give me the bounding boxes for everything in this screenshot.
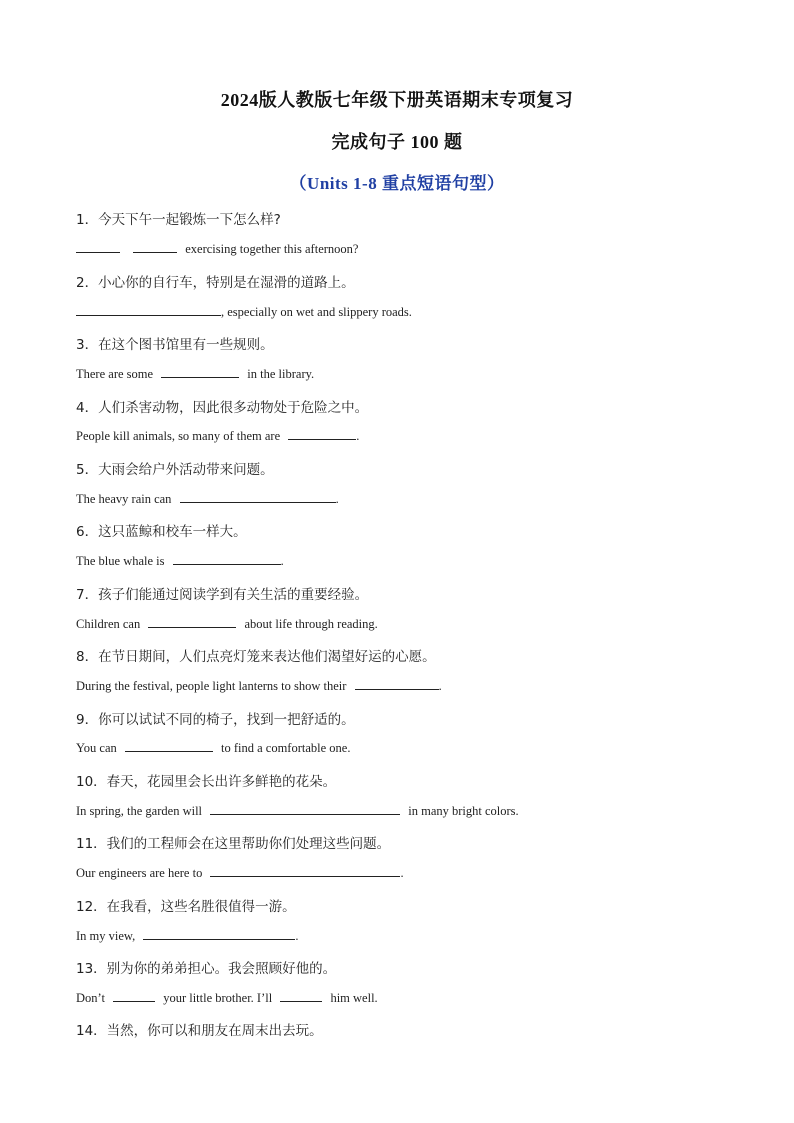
question-6: 6．这只蓝鲸和校车一样大。 xyxy=(76,524,247,540)
answer-text: him well. xyxy=(330,991,378,1005)
answer-blank[interactable] xyxy=(210,864,400,877)
answer-blank[interactable] xyxy=(113,989,155,1002)
answer-text: During the festival, people light lanterns to show their xyxy=(76,679,347,693)
answer-text: There are some xyxy=(76,367,154,381)
answer-blank[interactable] xyxy=(76,240,120,253)
answer-text: . xyxy=(356,429,360,443)
answer-line-13 xyxy=(76,989,378,1006)
answer-line-12 xyxy=(76,927,299,944)
answer-line-1 xyxy=(76,240,358,257)
answer-text: . xyxy=(280,554,284,568)
answer-blank[interactable] xyxy=(125,739,213,752)
question-11: 11．我们的工程师会在这里帮助你们处理这些问题。 xyxy=(76,836,391,852)
question-7: 7．孩子们能通过阅读学到有关生活的重要经验。 xyxy=(76,587,369,603)
question-8: 8．在节日期间，人们点亮灯笼来表达他们渴望好运的心愿。 xyxy=(76,649,436,665)
answer-text: in the library. xyxy=(247,367,315,381)
answer-text: . xyxy=(295,929,299,943)
answer-line-11 xyxy=(76,864,404,881)
answer-blank[interactable] xyxy=(76,303,221,316)
answer-text: . xyxy=(335,492,339,506)
question-2: 2．小心你的自行车，特别是在湿滑的道路上。 xyxy=(76,275,355,291)
answer-text: about life through reading. xyxy=(244,617,378,631)
answer-line-7 xyxy=(76,615,378,632)
question-13: 13．别为你的弟弟担心。我会照顾好他的。 xyxy=(76,961,337,977)
answer-line-6 xyxy=(76,552,284,569)
answer-text: Don’t xyxy=(76,991,105,1005)
answer-text: You can xyxy=(76,741,117,755)
answer-text: Our engineers are here to xyxy=(76,866,203,880)
answer-text: , especially on wet and slippery roads. xyxy=(221,305,412,319)
question-9: 9．你可以试试不同的椅子，找到一把舒适的。 xyxy=(76,712,355,728)
answer-blank[interactable] xyxy=(133,240,177,253)
answer-blank[interactable] xyxy=(210,802,400,815)
answer-line-10 xyxy=(76,802,519,819)
answer-blank[interactable] xyxy=(288,427,356,440)
answer-line-4 xyxy=(76,427,359,444)
answer-text: People kill animals, so many of them are xyxy=(76,429,281,443)
answer-text: . xyxy=(438,679,442,693)
answer-text: The heavy rain can xyxy=(76,492,172,506)
question-12: 12．在我看，这些名胜很值得一游。 xyxy=(76,899,296,915)
answer-line-2 xyxy=(76,303,412,320)
answer-line-5 xyxy=(76,490,339,507)
answer-line-9 xyxy=(76,739,350,756)
question-4: 4．人们杀害动物，因此很多动物处于危险之中。 xyxy=(76,400,369,416)
document-subtitle: 完成句子 100 题 xyxy=(331,132,463,152)
answer-line-3 xyxy=(76,365,314,382)
question-5: 5．大雨会给户外活动带来问题。 xyxy=(76,462,274,478)
answer-text: your little brother. I’ll xyxy=(163,991,273,1005)
question-3: 3．在这个图书馆里有一些规则。 xyxy=(76,337,274,353)
question-10: 10．春天，花园里会长出许多鲜艳的花朵。 xyxy=(76,774,337,790)
answer-blank[interactable] xyxy=(180,490,336,503)
answer-text: in many bright colors. xyxy=(408,804,519,818)
answer-blank[interactable] xyxy=(161,365,239,378)
answer-blank[interactable] xyxy=(173,552,281,565)
question-1: 1．今天下午一起锻炼一下怎么样? xyxy=(76,212,281,228)
document-scope: （Units 1-8 重点短语句型） xyxy=(289,174,505,193)
question-14: 14．当然，你可以和朋友在周末出去玩。 xyxy=(76,1023,323,1039)
answer-blank[interactable] xyxy=(143,927,295,940)
answer-blank[interactable] xyxy=(280,989,322,1002)
answer-text: Children can xyxy=(76,617,141,631)
document-title: 2024版人教版七年级下册英语期末专项复习 xyxy=(220,90,574,110)
answer-text: . xyxy=(400,866,404,880)
answer-blank[interactable] xyxy=(148,615,236,628)
answer-text: In spring, the garden will xyxy=(76,804,203,818)
answer-text: to find a comfortable one. xyxy=(221,741,351,755)
answer-blank[interactable] xyxy=(355,677,439,690)
answer-text: The blue whale is xyxy=(76,554,165,568)
answer-text: In my view, xyxy=(76,929,136,943)
answer-line-8 xyxy=(76,677,442,694)
answer-text: exercising together this afternoon? xyxy=(185,242,359,256)
